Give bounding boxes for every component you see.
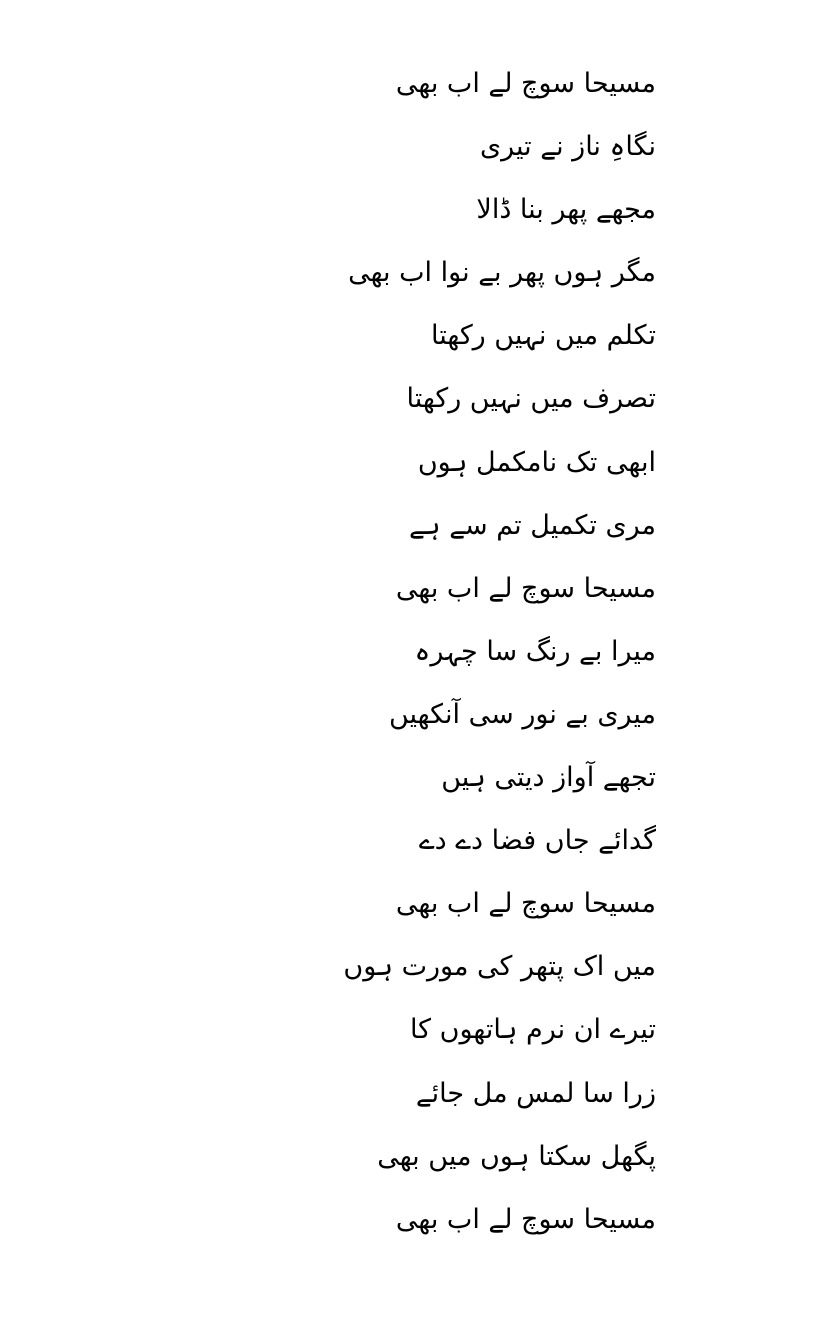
poem-line: تکلم میں نہیں رکھتا — [431, 320, 656, 352]
poem-line: میرا بے رنگ سا چہرہ — [414, 635, 656, 667]
poem-line: پگھل سکتا ہوں میں بھی — [377, 1140, 656, 1172]
poem-line: میری بے نور سی آنکھیں — [388, 698, 656, 730]
poem-line: زرا سا لمس مل جائے — [415, 1077, 656, 1109]
poem-line: نگاہِ ناز نے تیری — [479, 131, 656, 163]
poem-line: تصرف میں نہیں رکھتا — [406, 383, 656, 415]
poem-line: مگر ہوں پھر بے نوا اب بھی — [348, 257, 656, 289]
poem-line: مسیحا سوچ لے اب بھی — [395, 888, 656, 920]
poem-line: مری تکمیل تم سے ہے — [408, 509, 656, 541]
poem-line: میں اک پتھر کی مورت ہوں — [343, 951, 656, 983]
poem-line: تیرے ان نرم ہاتھوں کا — [409, 1014, 656, 1046]
poem-line: ابھی تک نامکمل ہوں — [417, 446, 656, 478]
poem-line: گدائے جاں فضا دے دے — [418, 825, 656, 857]
poem — [236, 62, 656, 1261]
poem-line: مسیحا سوچ لے اب بھی — [395, 68, 656, 99]
poem-line: تجھے آواز دیتی ہیں — [441, 762, 656, 794]
poem-line: مسیحا سوچ لے اب بھی — [395, 1203, 656, 1235]
poem-line: مسیحا سوچ لے اب بھی — [395, 572, 656, 604]
poem-line: مجھے پھر بنا ڈالا — [476, 194, 656, 226]
